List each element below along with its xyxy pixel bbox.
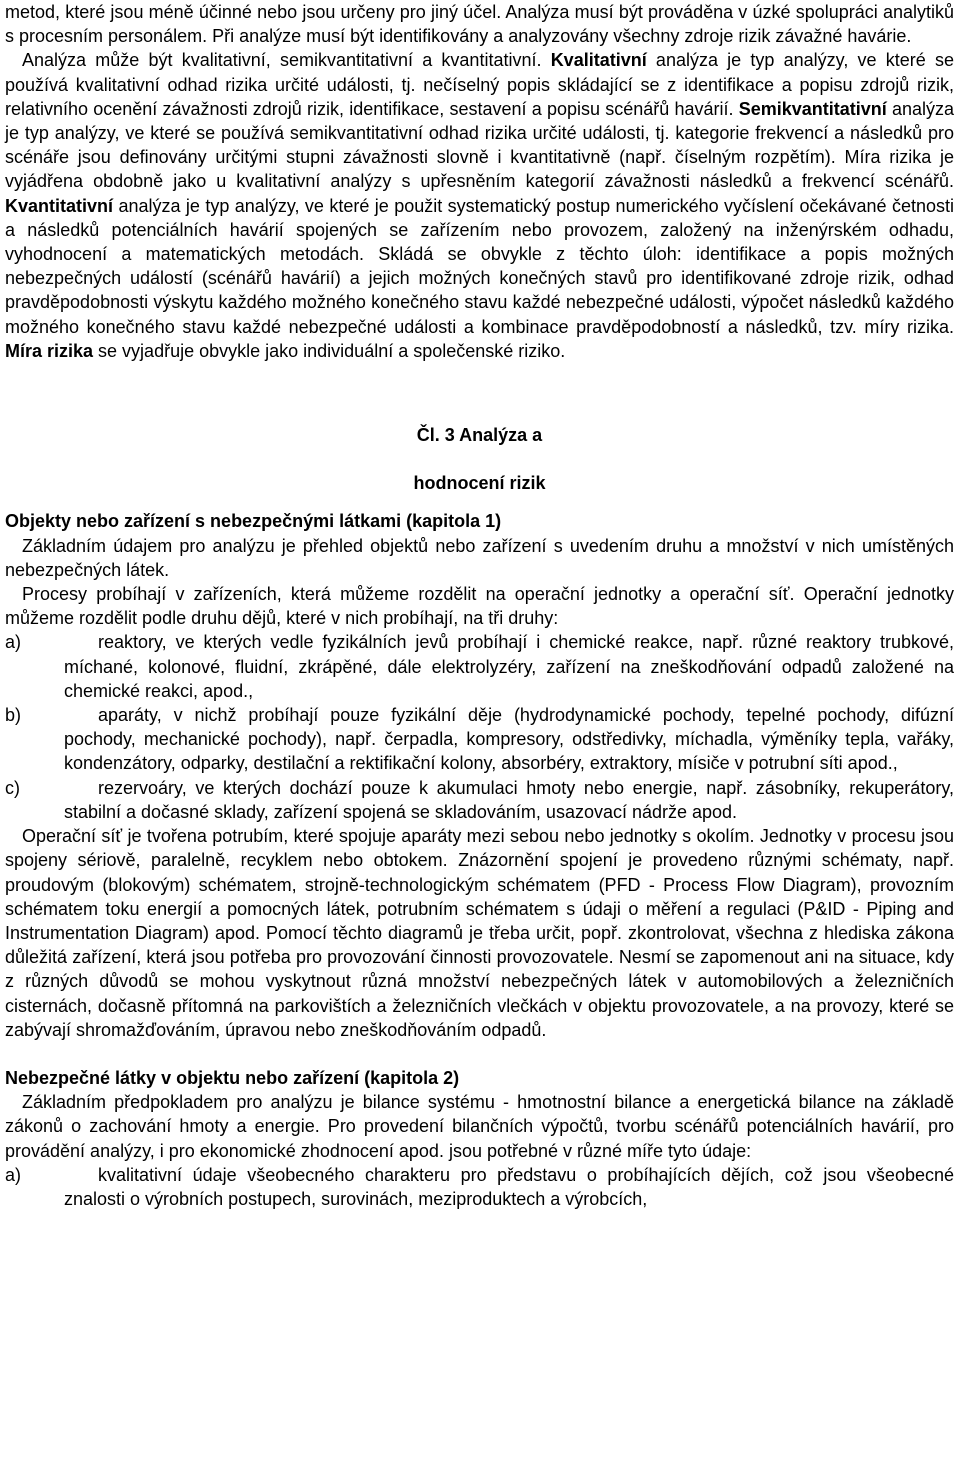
list-item-a [5,630,954,703]
list-item-text: aparáty, v nichž probíhají pouze fyzikální děje (hydrodynamické pochody, tepelné pochody, difúzní pochody, mechanické pochody), např. čerpadla, kompresory, odstředivky, míchadla, výměníky tepla, vařáky, kondenzátory, odparky, destilační a rektifikační kolony, absorbéry, extraktory, mísiče v potrubní síti apod., [64,705,954,774]
document-page [5,0,954,1211]
section-2-title: Nebezpečné látky v objektu nebo zařízení (kapitola 2) [5,1067,460,1088]
list-item-a [5,1163,954,1211]
term-kvantitativni: Kvantitativní [5,195,114,216]
section-2-paragraph-1: Základním předpokladem pro analýzu je bilance systému - hmotnostní bilance a energetická bilance na základě zákonů o zachování hmoty a energie. Pro provedení bilančních výpočtů, tvorbu scénářů potenciálních havárií, pro provádění analýzy, i pro ekonomické zhodnocení apod. jsou potřebné v různé míře tyto údaje: [5,1092,954,1161]
text-run: Analýza může být kvalitativní, semikvantitativní a kvantitativní. [22,50,551,71]
list-item-text: rezervoáry, ve kterých dochází pouze k akumulaci hmoty nebo energie, např. zásobníky, rekuperátory, stabilní a dočasné sklady, zařízení spojená se skladováním, usazovací nádrže apod. [64,777,954,822]
term-kvalitativni: Kvalitativní [550,50,647,71]
article-heading-line-2: hodnocení rizik [413,473,546,494]
intro-paragraph-2 [5,48,954,363]
section-1-paragraph-3: Operační síť je tvořena potrubím, které spojuje aparáty mezi sebou nebo jednotky s okolím. Jednotky v procesu jsou spojeny sériově, paralelně, recyklem nebo obtokem. Znázornění spojení je provedeno různými schématy, např. proudovým (blokovým) schématem, strojně-technologickým schématem (PFD - Process Flow Diagram), provozním schématem toku energií a pomocných látek, potrubním schématem s údaji o měření a regulaci (P&ID - Piping and Instrumentation Diagram) apod. Pomocí těchto diagramů je třeba určit, popř. zkontrolovat, všechna z hlediska zákona důležitá zařízení, která jsou potřeba pro provozování činnosti provozovatele. Nesmí se zapomenout ani na situace, kdy z různých důvodů se mohou vyskytnout různá množství nebezpečných látek v automobilových a železničních cisternách, dočasně přítomná na parkovištích a železničních vlečkách v objektu provozovatele, a na provozy, které se zabývají shromažďováním, úpravou nebo zneškodňováním odpadů. [5,826,954,1040]
list-item-text: kvalitativní údaje všeobecného charakteru pro představu o probíhajících dějích, což jsou všeobecné znalosti o výrobních postupech, surovinách, meziproduktech a výrobcích, [64,1164,954,1209]
section-1-paragraph-1: Základním údajem pro analýzu je přehled objektů nebo zařízení s uvedením druhu a množství v nich umístěných nebezpečných látek. [5,535,954,580]
list-item-b [5,703,954,776]
list-item-c [5,776,954,824]
intro-paragraph-1: metod, které jsou méně účinné nebo jsou určeny pro jiný účel. Analýza musí být prováděna v úzké spolupráci analytiků s procesním personálem. Při analýze musí být identifikovány a analyzovány všechny zdroje rizik závažné havárie. [5,2,954,47]
list-item-text: reaktory, ve kterých vedle fyzikálních jevů probíhají i chemické reakce, např. různé reaktory trubkové, míchané, kolonové, fluidní, zkrápěné, dále elektrolyzéry, zařízení na zneškodňování odpadů založené na chemické reakci, apod., [64,632,954,701]
list-marker: b) [5,705,22,726]
list-marker: a) [5,632,22,653]
list-marker: c) [5,777,20,798]
list-marker: a) [5,1164,22,1185]
text-run: analýza je typ analýzy, ve které se používá kvalitativní odhad rizika určité události, tj. nečíselný popis skládající se z identifikace a popisu zdrojů rizik, relativního ocenění závažnosti zdrojů rizik, identifikace, sestavení a popisu scénářů havárií. [5,50,954,119]
term-mira-rizika: Míra rizika [5,340,94,361]
section-1-title: Objekty nebo zařízení s nebezpečnými látkami (kapitola 1) [5,511,502,532]
text-run: analýza je typ analýzy, ve které je použit systematický postup numerického vyčíslení očekávané četnosti a následků potenciálních havárií spojených se zařízením nebo provozem, založený na inženýrském odhadu, vyhodnocení a matematických metodách. Skládá se obvykle z těchto úloh: identifikace a popis možných nebezpečných událostí (scénářů havárií) a jejich možných konečných stavů pro identifikované zdroje rizik, odhad pravděpodobnosti výskytu každého možného konečného stavu každé nebezpečné události, výpočet následků každého možného konečného stavu každé nebezpečné události a kombinace pravděpodobností a následků, tzv. míry rizika. [5,195,954,337]
term-semikvantitativni: Semikvantitativní [738,98,887,119]
article-heading-line-1: Čl. 3 Analýza a [416,425,543,446]
text-run: analýza je typ analýzy, ve které se používá semikvantitativní odhad rizika určité události, tj. kategorie frekvencí a následků pro scénáře jsou definovány určitými stupni závažnosti slovně i kvantitativně (např. číselným rozpětím). Míra rizika je vyjádřena obdobně jako u kvalitativní analýzy s upřesněním kategorií závažnosti následků a frekvencí scénářů. [5,98,955,192]
text-run: se vyjadřuje obvykle jako individuální a společenské riziko. [93,340,566,361]
section-1-paragraph-2: Procesy probíhají v zařízeních, která můžeme rozdělit na operační jednotky a operační síť. Operační jednotky můžeme rozdělit podle druhu dějů, které v nich probíhají, na tři druhy: [5,584,954,629]
